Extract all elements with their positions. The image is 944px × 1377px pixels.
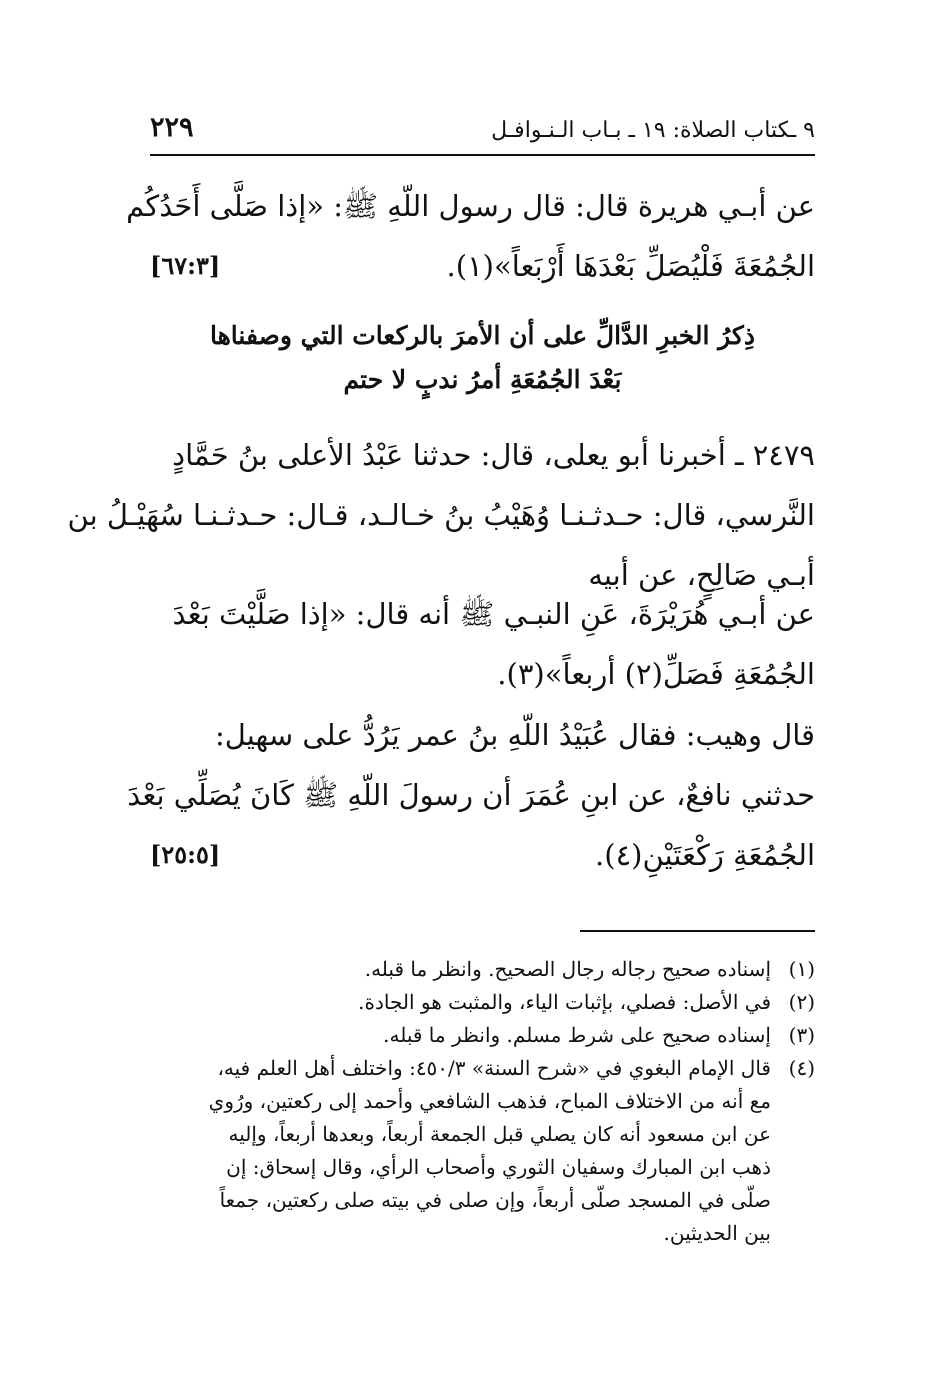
footnote-text: قال الإمام البغوي في «شرح السنة» ٤٥٠/٣: واختلف أهل العلم فيه،: [217, 1056, 771, 1080]
running-head: ٩ ـكتاب الصلاة: ١٩ ـ بـاب الـنـوافـل: [491, 118, 815, 143]
hadith-chain: [67, 425, 815, 605]
paragraph-2: [150, 584, 815, 704]
footnote-text: إسناده صحيح على شرط مسلم. وانظر ما قبله.: [383, 1023, 771, 1047]
footnote-text: في الأصل: فصلي، بإثبات الياء، والمثبت هو الجادة.: [358, 990, 771, 1014]
text-line-content: الجُمُعَةِ رَكْعَتَيْنِ(٤).: [595, 838, 815, 872]
text-line: النَّرسي، قال: حـدثـنـا وُهَيْبُ بنُ خـالـد، قـال: حـدثـنـا سُهَيْـلُ بن: [67, 498, 815, 532]
text-line-content: الجُمُعَةَ فَلْيُصَلِّ بَعْدَهَا أَرْبَعاً»(١).: [446, 249, 815, 283]
text-line: ٢٤٧٩ ـ أخبرنا أبو يعلى، قال: حدثنا عَبْدُ الأعلى بنُ حَمَّادٍ: [172, 438, 815, 472]
footnote-text: مع أنه من الاختلاف المباح، فذهب الشافعي وأحمد إلى ركعتين، ورُوي: [208, 1089, 771, 1113]
source-reference: [٢٥:٥]: [150, 840, 221, 869]
header-rule: [150, 154, 815, 156]
paragraph-3: [127, 705, 815, 885]
heading-line: ذِكرُ الخبرِ الدَّالِّ على أن الأمرَ بالركعات التي وصفناها: [210, 321, 755, 350]
heading-line: بَعْدَ الجُمُعَةِ أمرُ ندبٍ لا حتم: [343, 365, 622, 394]
footnote-text: ذهب ابن المبارك وسفيان الثوري وأصحاب الرأي، وقال إسحاق: إن: [226, 1155, 771, 1179]
footnote: [150, 1019, 815, 1052]
text-line: الجُمُعَةِ فَصَلِّ(٢) أربعاً»(٣).: [497, 657, 815, 691]
paragraph-1: [126, 176, 815, 296]
text-line: عن أبـي هريرة قال: قال رسول اللّهِ ﷺ: «إذا صَلَّى أَحَدُكُم: [126, 189, 815, 223]
footnote-number: (٢): [788, 990, 815, 1014]
text-line: أبـي صَالِحٍ، عن أبيه: [588, 558, 815, 592]
source-reference: [٦٧:٣]: [150, 251, 221, 280]
text-line: عن أبـي هُرَيْرَةَ، عَنِ النبـي ﷺ أنه قال: «إذا صَلَّيْتَ بَعْدَ: [172, 597, 815, 631]
footnote-separator: [580, 930, 815, 932]
footnote: [150, 986, 815, 1019]
text-line: [150, 825, 815, 885]
footnote: [150, 953, 815, 986]
footnote-number: (٤): [788, 1056, 815, 1080]
footnote-number: (٣): [788, 1023, 815, 1047]
chapter-heading: [150, 314, 815, 402]
footnote-text: صلّى في المسجد صلّى أربعاً، وإن صلى في بيته صلى ركعتين، جمعاً: [219, 1188, 771, 1212]
text-line: قال وهيب: فقال عُبَيْدُ اللّهِ بنُ عمر يَرُدُّ على سهيل:: [215, 718, 815, 752]
footnote-text: إسناده صحيح رجاله رجال الصحيح. وانظر ما قبله.: [364, 957, 771, 981]
page-number: ٢٢٩: [150, 112, 194, 143]
footnotes: [150, 953, 815, 1250]
text-line: حدثني نافعٌ، عن ابنِ عُمَرَ أن رسولَ اللّهِ ﷺ كَانَ يُصَلِّي بَعْدَ: [127, 778, 815, 812]
text-line: [150, 236, 815, 296]
footnote-text: عن ابن مسعود أنه كان يصلي قبل الجمعة أربعاً، وبعدها أربعاً، وإليه: [228, 1122, 771, 1146]
page-header: [150, 112, 815, 152]
footnote: [150, 1052, 815, 1250]
footnote-text: بين الحديثين.: [663, 1221, 771, 1245]
footnote-number: (١): [788, 957, 815, 981]
